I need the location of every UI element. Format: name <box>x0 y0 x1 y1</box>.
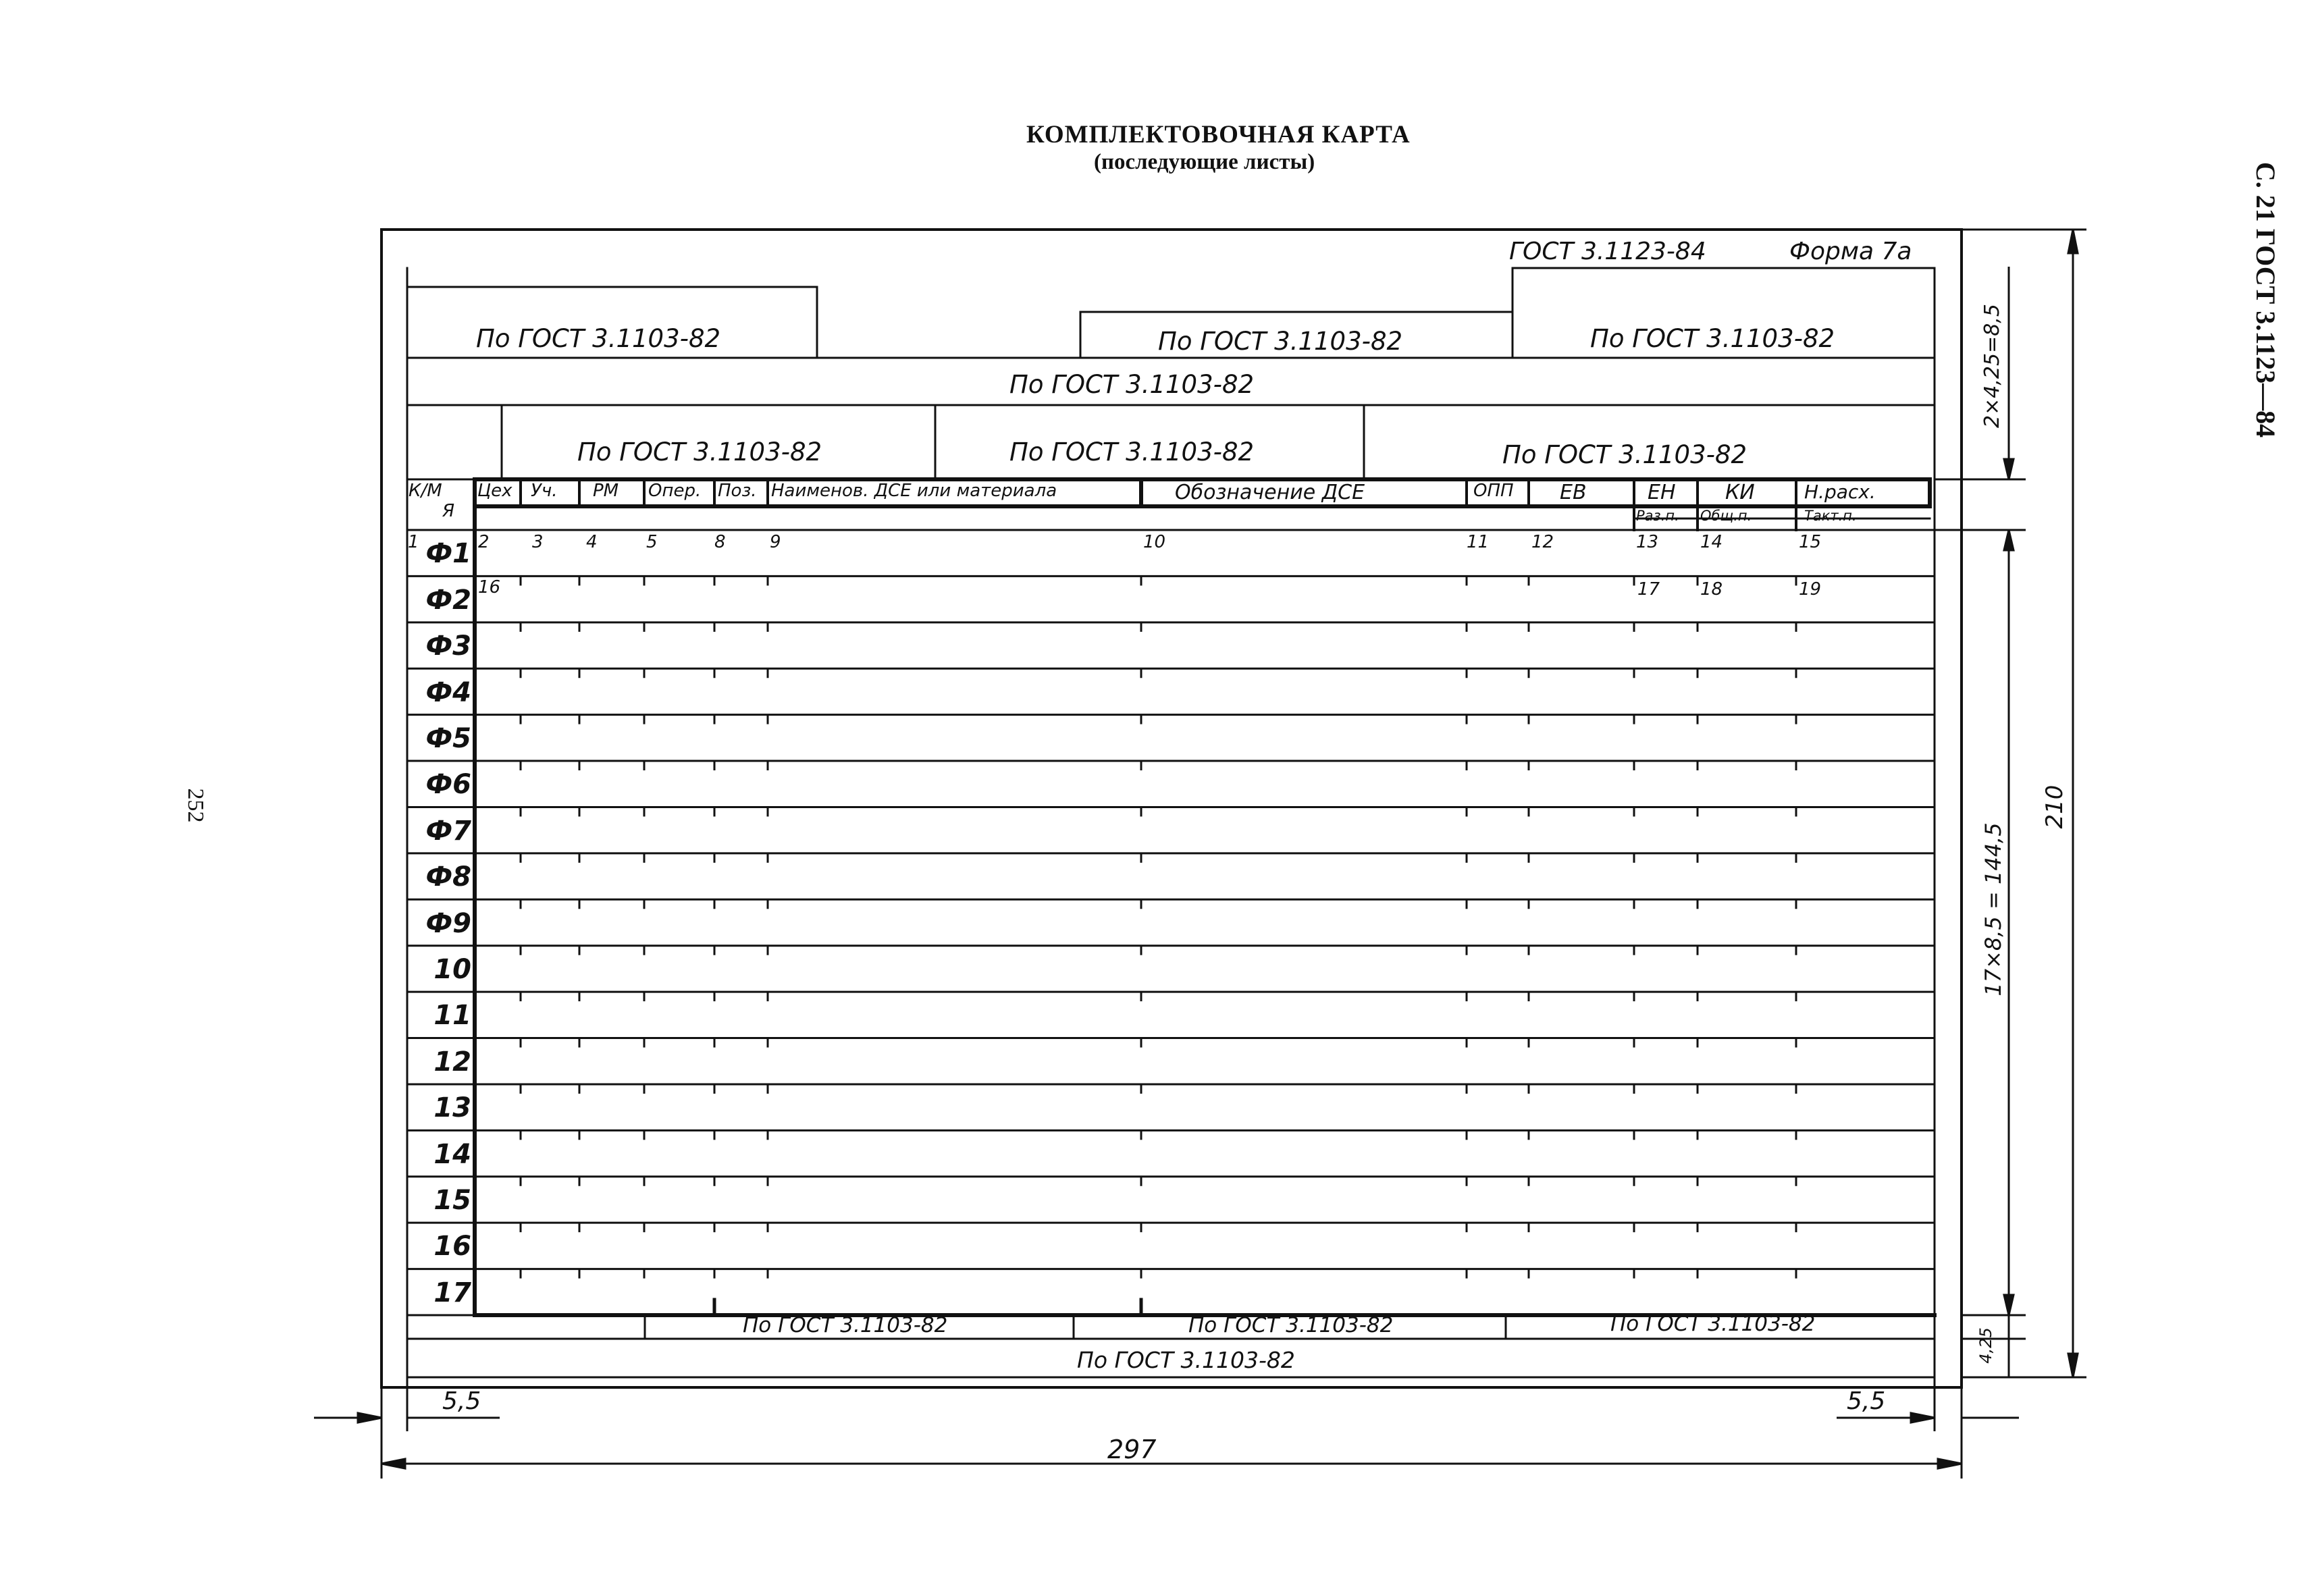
col-oboz: Обозначение ДСЕ <box>1175 481 1365 504</box>
row-label: Ф3 <box>425 631 471 662</box>
row-label: Ф2 <box>425 584 471 616</box>
form-standard: ГОСТ 3.1123-84 <box>1509 238 1706 265</box>
row-label: Ф4 <box>425 676 471 708</box>
col-tsekh: Цех <box>477 481 512 501</box>
dim-height-bottom: 4,25 <box>1976 1327 1995 1364</box>
ref-top-mid: По ГОСТ 3.1103-82 <box>1158 327 1403 356</box>
field-num-14: 14 <box>1700 532 1723 552</box>
field-num-12: 12 <box>1531 532 1554 552</box>
ref-top-left: По ГОСТ 3.1103-82 <box>476 324 721 353</box>
col-poz: Поз. <box>718 481 757 501</box>
dim-height-total: 210 <box>2041 784 2068 829</box>
form-name: Форма 7а <box>1789 238 1912 265</box>
col-uch: Уч. <box>531 481 558 501</box>
col-rm: РМ <box>593 481 619 501</box>
ref-bottom-row: По ГОСТ 3.1103-82 <box>1077 1347 1295 1373</box>
ref-top-right: По ГОСТ 3.1103-82 <box>1590 324 1835 353</box>
col-naim: Наименов. ДСЕ или материала <box>771 481 1057 501</box>
field-num-2: 2 <box>478 532 490 552</box>
row-label: 16 <box>433 1231 471 1262</box>
dim-width-total: 297 <box>1107 1435 1157 1464</box>
row-label: Ф8 <box>425 861 471 893</box>
dim-margin-right: 5,5 <box>1847 1387 1886 1415</box>
field-num-8: 8 <box>714 532 726 552</box>
field-num-3: 3 <box>532 532 544 552</box>
form-outer-frame <box>382 230 1962 1387</box>
field-num-1: 1 <box>408 532 419 552</box>
field-num-5: 5 <box>646 532 658 552</box>
ref-row3-c: По ГОСТ 3.1103-82 <box>1502 440 1747 469</box>
row-label: 14 <box>433 1138 471 1170</box>
row-label: 17 <box>433 1277 471 1308</box>
ref-bottom-c: По ГОСТ 3.1103-82 <box>1610 1312 1816 1336</box>
field-num-16: 16 <box>478 577 501 597</box>
row-label: 12 <box>433 1046 471 1078</box>
ref-row2: По ГОСТ 3.1103-82 <box>1009 370 1255 399</box>
col-oper: Опер. <box>648 481 702 501</box>
page-number: 252 <box>183 788 208 823</box>
dim-margin-left: 5,5 <box>442 1387 481 1415</box>
col-raz: Раз.п. <box>1636 508 1679 524</box>
field-num-15: 15 <box>1799 532 1822 552</box>
row-label: Ф1 <box>425 538 471 570</box>
row-label: 11 <box>433 1000 471 1032</box>
field-num-4: 4 <box>586 532 598 552</box>
document-subtitle: (последующие листы) <box>1094 150 1315 174</box>
col-takt: Такт.п. <box>1804 508 1857 524</box>
col-ki: КИ <box>1725 481 1755 504</box>
dim-height-rows: 17×8,5 = 144,5 <box>1980 822 2006 996</box>
field-num-9: 9 <box>770 532 781 552</box>
field-num-10: 10 <box>1143 532 1166 552</box>
row-label: 13 <box>433 1092 471 1124</box>
col-nrash: Н.расх. <box>1804 481 1876 503</box>
running-header: С. 21 ГОСТ 3.1123—84 <box>2251 161 2281 438</box>
col-opp: ОПП <box>1473 481 1514 501</box>
field-num-13: 13 <box>1636 532 1659 552</box>
field-num-19: 19 <box>1799 579 1822 600</box>
field-num-18: 18 <box>1700 579 1723 600</box>
field-num-11: 11 <box>1467 532 1490 552</box>
col-obsh: Общ.п. <box>1700 508 1752 524</box>
ref-row3-a: По ГОСТ 3.1103-82 <box>577 437 822 467</box>
row-label: Ф7 <box>425 815 471 847</box>
field-num-17: 17 <box>1637 579 1660 600</box>
row-label: Ф9 <box>425 907 471 939</box>
ref-row3-b: По ГОСТ 3.1103-82 <box>1009 437 1255 467</box>
col-en: ЕН <box>1648 481 1676 504</box>
ref-bottom-b: По ГОСТ 3.1103-82 <box>1188 1313 1394 1337</box>
row-label: Ф5 <box>425 722 471 754</box>
row-label: 15 <box>433 1185 471 1217</box>
row-label: Ф6 <box>425 769 471 801</box>
document-title: КОМПЛЕКТОВОЧНАЯ КАРТА <box>1026 121 1411 149</box>
col-ya: Я <box>442 501 455 521</box>
col-ev: ЕВ <box>1560 481 1587 504</box>
dim-height-top: 2×4,25=8,5 <box>1980 304 2004 428</box>
row-label: 10 <box>433 954 471 986</box>
col-km: К/М <box>409 481 442 501</box>
ref-bottom-a: По ГОСТ 3.1103-82 <box>743 1313 948 1337</box>
